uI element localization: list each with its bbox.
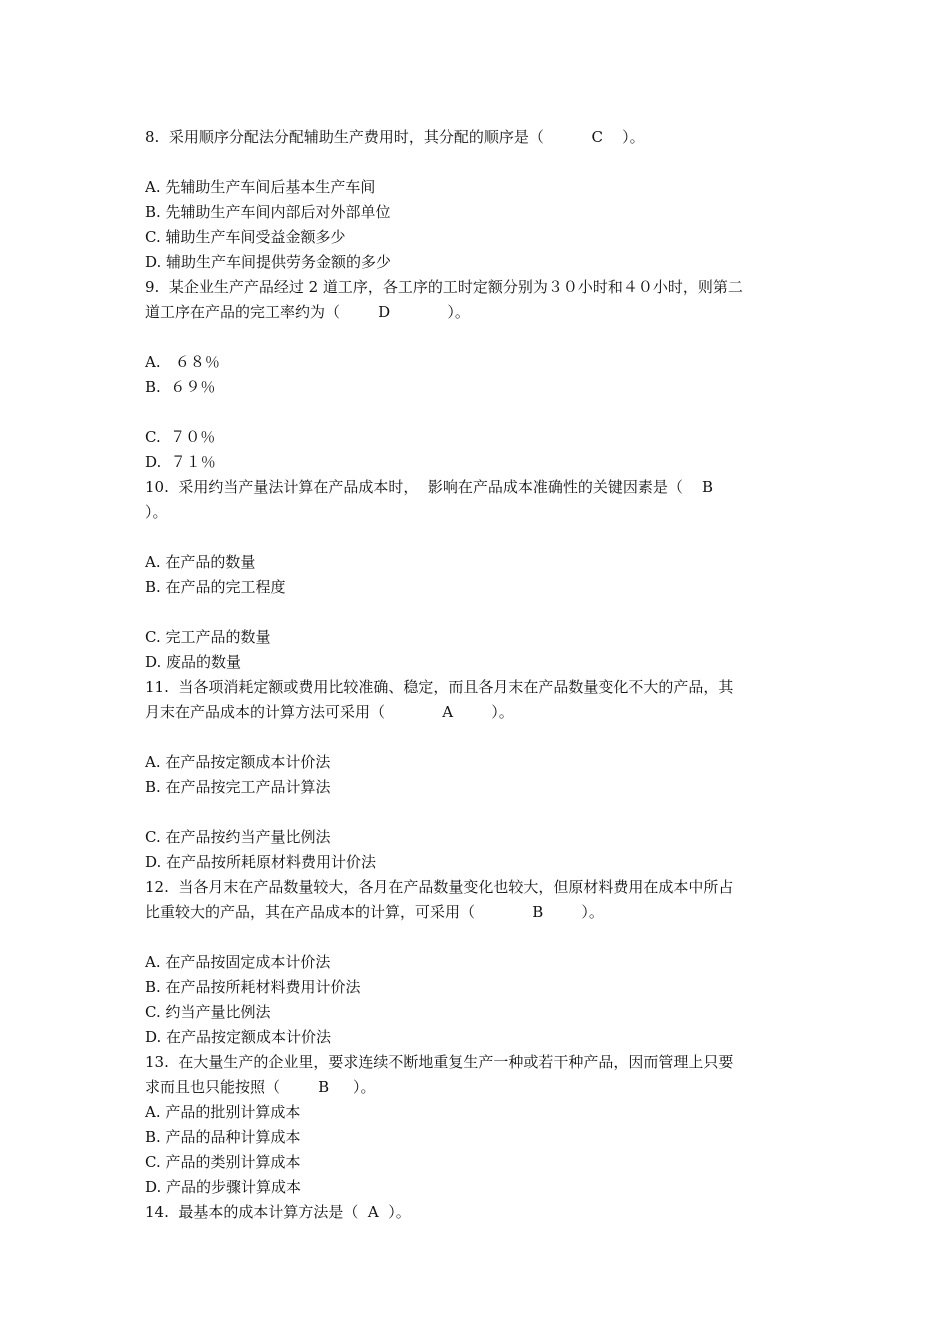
text-line: 12. 当各月末在产品数量较大，各月在产品数量变化也较大，但原材料费用在成本中所占	[145, 878, 734, 896]
text-line: A. 在产品按固定成本计价法	[145, 953, 331, 971]
text-line: ）。	[145, 503, 168, 521]
text-line: D. 在产品按定额成本计价法	[145, 1028, 332, 1046]
text-line: D. ７１％	[145, 453, 216, 471]
text-line: 11. 当各项消耗定额或费用比较准确、稳定，而且各月末在产品数量变化不大的产品，其	[145, 678, 734, 696]
text-line: C. 完工产品的数量	[145, 628, 271, 646]
blank-line	[145, 150, 815, 175]
blank-line	[145, 525, 815, 550]
text-line: 月末在产品成本的计算方法可采用（ A ）。	[145, 703, 514, 721]
text-line: B. 在产品按所耗材料费用计价法	[145, 978, 361, 996]
text-line: B. 在产品按完工产品计算法	[145, 778, 331, 796]
text-line: A. ６８％	[145, 353, 220, 371]
text-line: B. 产品的品种计算成本	[145, 1128, 301, 1146]
text-line: A. 在产品按定额成本计价法	[145, 753, 331, 771]
text-line: 13. 在大量生产的企业里，要求连续不断地重复生产一种或若干种产品，因而管理上只要	[145, 1053, 734, 1071]
text-line: 道工序在产品的完工率约为（ D ）。	[145, 303, 470, 321]
blank-line	[145, 925, 815, 950]
text-line: 9. 某企业生产产品经过 2 道工序，各工序的工时定额分别为３０小时和４０小时，则第二	[145, 278, 743, 296]
text-line: C. ７０％	[145, 428, 216, 446]
text-line: A. 在产品的数量	[145, 553, 256, 571]
text-line: 8. 采用顺序分配法分配辅助生产费用时，其分配的顺序是（ C ）。	[145, 128, 645, 146]
blank-line	[145, 600, 815, 625]
text-line: D. 在产品按所耗原材料费用计价法	[145, 853, 377, 871]
text-line: C. 约当产量比例法	[145, 1003, 271, 1021]
blank-line	[145, 800, 815, 825]
text-line: C. 辅助生产车间受益金额多少	[145, 228, 346, 246]
blank-line	[145, 725, 815, 750]
text-line: B. 在产品的完工程度	[145, 578, 286, 596]
text-line: 14. 最基本的成本计算方法是（ A ）。	[145, 1203, 411, 1221]
document-page	[145, 125, 815, 1225]
text-line: B. ６９％	[145, 378, 216, 396]
blank-line	[145, 400, 815, 425]
text-line: C. 产品的类别计算成本	[145, 1153, 301, 1171]
text-line: B. 先辅助生产车间内部后对外部单位	[145, 203, 391, 221]
text-line: A. 先辅助生产车间后基本生产车间	[145, 178, 376, 196]
blank-line	[145, 325, 815, 350]
text-line: 比重较大的产品，其在产品成本的计算，可采用（ B ）。	[145, 903, 604, 921]
text-line: C. 在产品按约当产量比例法	[145, 828, 331, 846]
text-line: A. 产品的批别计算成本	[145, 1103, 301, 1121]
text-line: 求而且也只能按照（ B ）。	[145, 1078, 376, 1096]
text-line: D. 辅助生产车间提供劳务金额的多少	[145, 253, 392, 271]
text-line: D. 废品的数量	[145, 653, 242, 671]
text-line: D. 产品的步骤计算成本	[145, 1178, 302, 1196]
text-line: 10. 采用约当产量法计算在产品成本时， 影响在产品成本准确性的关键因素是（ B	[145, 478, 714, 496]
